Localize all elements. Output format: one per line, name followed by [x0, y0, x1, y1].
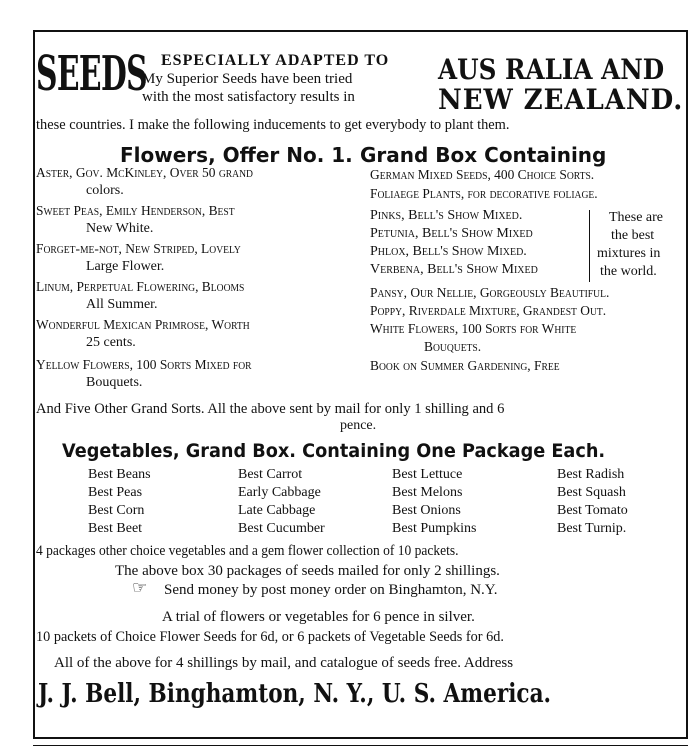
vegetable-item: Early Cabbage	[238, 485, 321, 500]
brace-note-line: These are	[609, 210, 664, 225]
flower-item: Forget-me-not, New Striped, Lovely	[36, 242, 241, 257]
pointing-hand-icon: ☞	[132, 578, 148, 598]
grand-box-heading: Grand Box Containing	[360, 143, 607, 167]
header-line-3: with the most satisfactory results in	[142, 89, 355, 105]
flower-item-cont: Large Flower.	[86, 259, 165, 274]
flower-item: Phlox, Bell's Show Mixed.	[370, 244, 527, 259]
flower-item: Book on Summer Gardening, Free	[370, 359, 560, 374]
flowers-footer-2: pence.	[340, 418, 377, 433]
left-rule	[33, 30, 35, 739]
vegetable-item: Best Pumpkins	[392, 521, 477, 536]
flower-item: White Flowers, 100 Sorts for White	[370, 322, 577, 337]
flower-item: German Mixed Seeds, 400 Choice Sorts.	[370, 168, 595, 183]
vegetable-item: Late Cabbage	[238, 503, 316, 518]
flower-item: Petunia, Bell's Show Mixed	[370, 226, 533, 241]
flower-item: Pinks, Bell's Show Mixed.	[370, 208, 523, 223]
flower-item: Linum, Perpetual Flowering, Blooms	[36, 280, 245, 295]
flower-item: Aster, Gov. McKinley, Over 50 grand	[36, 166, 253, 181]
flowers-footer-1: And Five Other Grand Sorts. All the above sent by mail for only 1 shilling and 6	[36, 401, 505, 417]
flowers-heading: Flowers, Offer No. 1.	[120, 143, 353, 167]
flower-item: Pansy, Our Nellie, Gorgeously Beautiful.	[370, 286, 610, 301]
vegetables-line-2: The above box 30 packages of seeds mailed for only 2 shillings.	[115, 563, 500, 579]
bottom-rule	[33, 737, 688, 739]
flower-item: Bouquets.	[424, 340, 482, 355]
brace-note-line: mixtures in	[597, 246, 661, 261]
flower-item: Poppy, Riverdale Mixture, Grandest Out.	[370, 304, 607, 319]
flower-item: Wonderful Mexican Primrose, Worth	[36, 318, 250, 333]
vegetable-item: Best Melons	[392, 485, 463, 500]
header-line-2: My Superior Seeds have been tried	[142, 71, 353, 87]
closing-line-1: A trial of flowers or vegetables for 6 pence in silver.	[162, 609, 475, 625]
flower-item-cont: All Summer.	[86, 297, 158, 312]
new-zealand-heading: NEW ZEALAND.	[438, 83, 684, 116]
vegetables-line-1: 4 packages other choice vegetables and a gem flower collection of 10 packets.	[36, 543, 459, 559]
vegetable-item: Best Corn	[88, 503, 145, 518]
brace-note-line: the best	[611, 228, 655, 243]
vegetable-item: Best Peas	[88, 485, 143, 500]
top-rule	[33, 30, 688, 32]
flower-item: Sweet Peas, Emily Henderson, Best	[36, 204, 235, 219]
vegetable-item: Best Onions	[392, 503, 461, 518]
vegetable-item: Best Turnip.	[557, 521, 627, 536]
flower-item-cont: colors.	[86, 183, 124, 198]
flower-item-cont: Bouquets.	[86, 375, 143, 390]
brace-line	[589, 210, 590, 282]
vegetable-item: Best Squash	[557, 485, 626, 500]
vegetable-item: Best Beans	[88, 467, 151, 482]
seeds-title: SEEDS	[36, 46, 148, 102]
brace-note-line: the world.	[600, 264, 657, 279]
flower-item: Verbena, Bell's Show Mixed	[370, 262, 538, 277]
vegetable-item: Best Lettuce	[392, 467, 463, 482]
bottom-rule-2	[33, 745, 688, 746]
closing-line-3: All of the above for 4 shillings by mail, and catalogue of seeds free. Address	[54, 655, 514, 671]
vegetable-item: Best Tomato	[557, 503, 628, 518]
right-rule	[686, 30, 688, 739]
closing-line-2: 10 packets of Choice Flower Seeds for 6d, or 6 packets of Vegetable Seeds for 6d.	[36, 629, 504, 645]
vegetable-item: Best Cucumber	[238, 521, 325, 536]
flower-item: Yellow Flowers, 100 Sorts Mixed for	[36, 358, 252, 373]
flower-item: Foliaege Plants, for decorative foliage.	[370, 187, 598, 202]
vegetables-line-3: Send money by post money order on Binghamton, N.Y.	[164, 582, 498, 598]
vegetable-item: Best Carrot	[238, 467, 303, 482]
flower-item-cont: New White.	[86, 221, 154, 236]
australia-heading: AUS RALIA AND	[438, 53, 665, 86]
vegetables-heading: Vegetables, Grand Box. Containing One Package Each.	[62, 440, 606, 462]
signature: J. J. Bell, Binghamton, N. Y., U. S. America.	[38, 679, 552, 709]
vegetable-item: Best Radish	[557, 467, 625, 482]
header-line-4: these countries. I make the following inducements to get everybody to plant them.	[36, 117, 510, 133]
flower-item-cont: 25 cents.	[86, 335, 136, 350]
vegetable-item: Best Beet	[88, 521, 143, 536]
header-line-1: ESPECIALLY ADAPTED TO	[161, 52, 390, 69]
